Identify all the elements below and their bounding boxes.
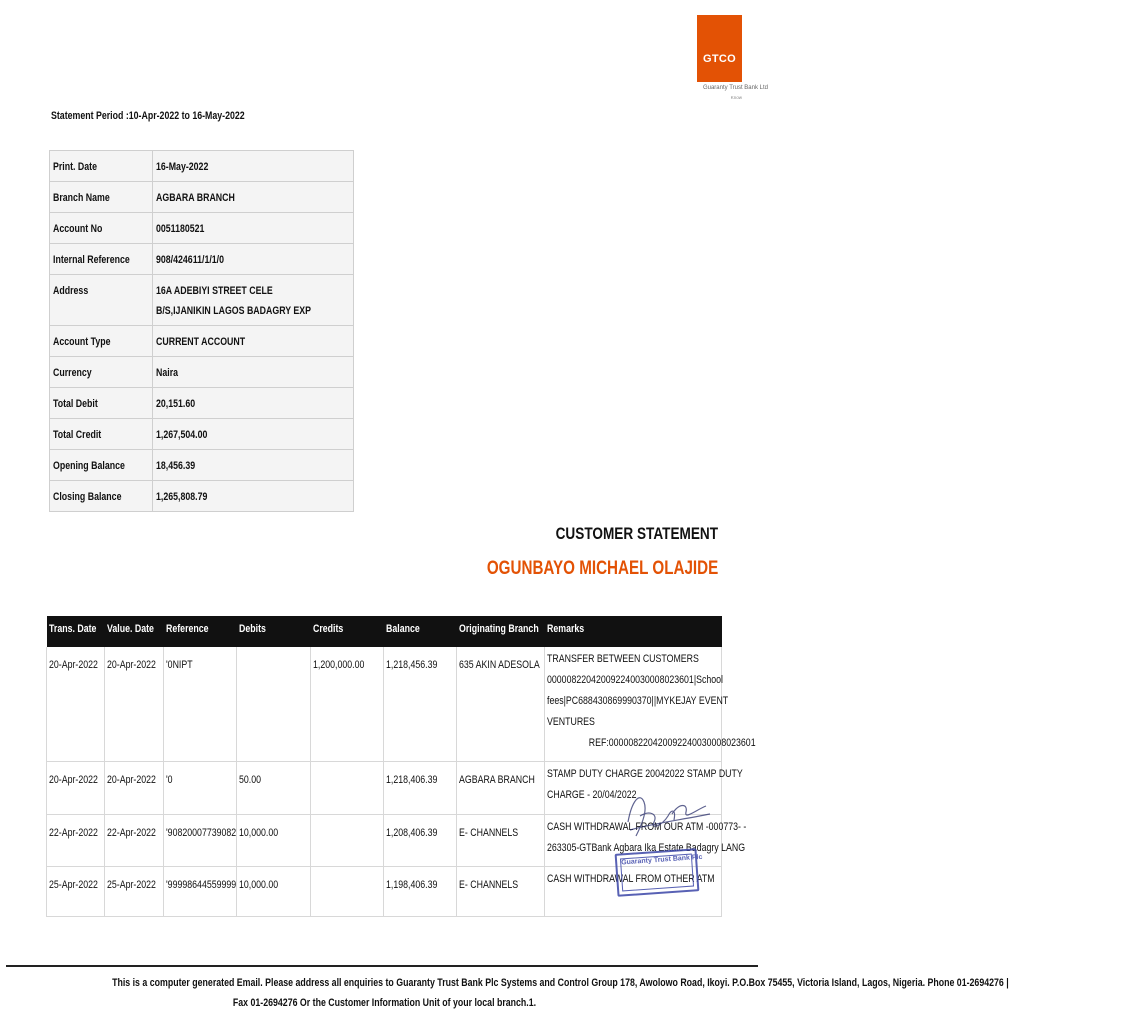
column-header: Debits bbox=[237, 616, 311, 647]
cell-credit bbox=[311, 866, 384, 916]
cell-debit: 50.00 bbox=[237, 761, 311, 814]
footer bbox=[0, 973, 1009, 1013]
cell-value-date: 20-Apr-2022 bbox=[105, 761, 164, 814]
cell-balance: 1,208,406.39 bbox=[384, 814, 457, 866]
info-value: 16A ADEBIYI STREET CELE B/S,IJANIKIN LAGOS BADAGRY EXP bbox=[152, 275, 353, 326]
cell-reference: '0 bbox=[164, 761, 237, 814]
info-row bbox=[50, 151, 354, 182]
info-label: Currency bbox=[50, 357, 153, 388]
cell-debit bbox=[237, 647, 311, 761]
logo-subtitle: Guaranty Trust Bank Ltd bbox=[702, 85, 768, 91]
info-value: 20,151.60 bbox=[152, 388, 353, 419]
info-label: Opening Balance bbox=[50, 450, 153, 481]
info-value: 0051180521 bbox=[152, 213, 353, 244]
info-row bbox=[50, 326, 354, 357]
cell-debit: 10,000.00 bbox=[237, 866, 311, 916]
info-label: Branch Name bbox=[50, 182, 153, 213]
cell-remarks: STAMP DUTY CHARGE 20042022 STAMP DUTY CHARGE - 20/04/2022 bbox=[545, 761, 722, 814]
cell-reference: '90820007739082 bbox=[164, 814, 237, 866]
statement-period: Statement Period :10-Apr-2022 to 16-May-2022 bbox=[51, 110, 245, 122]
cell-value-date: 25-Apr-2022 bbox=[105, 866, 164, 916]
column-header: Reference bbox=[164, 616, 237, 647]
cell-reference: '0NIPT bbox=[164, 647, 237, 761]
info-label: Total Credit bbox=[50, 419, 153, 450]
transaction-row bbox=[47, 647, 722, 761]
info-value: 18,456.39 bbox=[152, 450, 353, 481]
info-value: Naira bbox=[152, 357, 353, 388]
info-label: Total Debit bbox=[50, 388, 153, 419]
info-row bbox=[50, 481, 354, 512]
gtco-logo bbox=[697, 15, 742, 82]
info-row bbox=[50, 182, 354, 213]
info-label: Closing Balance bbox=[50, 481, 153, 512]
cell-trans-date: 22-Apr-2022 bbox=[47, 814, 105, 866]
column-header: Trans. Date bbox=[47, 616, 105, 647]
cell-remarks: CASH WITHDRAWAL FROM OTHER ATM bbox=[545, 866, 722, 916]
info-label: Account Type bbox=[50, 326, 153, 357]
info-value: 1,267,504.00 bbox=[152, 419, 353, 450]
cell-balance: 1,218,406.39 bbox=[384, 761, 457, 814]
cell-balance: 1,198,406.39 bbox=[384, 866, 457, 916]
cell-branch: 635 AKIN ADESOLA bbox=[457, 647, 545, 761]
info-value: CURRENT ACCOUNT bbox=[152, 326, 353, 357]
info-row bbox=[50, 244, 354, 275]
cell-trans-date: 20-Apr-2022 bbox=[47, 647, 105, 761]
logo-subtitle-2: Know bbox=[730, 95, 742, 100]
cell-debit: 10,000.00 bbox=[237, 814, 311, 866]
info-row bbox=[50, 275, 354, 326]
signature-mark bbox=[610, 780, 720, 850]
info-label: Print. Date bbox=[50, 151, 153, 182]
transactions-header-row bbox=[47, 616, 722, 647]
info-row bbox=[50, 388, 354, 419]
footer-line-2: Fax 01-2694276 Or the Customer Information Unit of your local branch.1. bbox=[232, 997, 536, 1009]
info-label: Account No bbox=[50, 213, 153, 244]
account-info-table bbox=[49, 150, 354, 512]
info-row bbox=[50, 357, 354, 388]
column-header: Remarks bbox=[545, 616, 722, 647]
info-row bbox=[50, 450, 354, 481]
customer-name: OGUNBAYO MICHAEL OLAJIDE bbox=[486, 558, 718, 579]
cell-value-date: 22-Apr-2022 bbox=[105, 814, 164, 866]
cell-remarks: CASH WITHDRAWAL FROM OUR ATM -000773- - 263305-GTBank Agbara Ika Estate Badagry LANG bbox=[545, 814, 722, 866]
info-label: Internal Reference bbox=[50, 244, 153, 275]
cell-trans-date: 25-Apr-2022 bbox=[47, 866, 105, 916]
footer-line-1: This is a computer generated Email. Please address all enquiries to Guaranty Trust Bank Plc Systems and Control Group 178, Awolowo Road, Ikoyi. P.O.Box 75455, Victoria Island, Lagos, Nigeria. Phone 01-2694276 | bbox=[112, 977, 1009, 989]
cell-branch: AGBARA BRANCH bbox=[457, 761, 545, 814]
info-value: 1,265,808.79 bbox=[152, 481, 353, 512]
customer-statement-title: CUSTOMER STATEMENT bbox=[555, 524, 718, 543]
info-row bbox=[50, 419, 354, 450]
cell-remarks: TRANSFER BETWEEN CUSTOMERS 000008220420092240030008023601|School fees|PC688430869990370||MYKEJAY EVENT VENTURES REF:000008220420092240030008023601 bbox=[545, 647, 722, 761]
cell-credit: 1,200,000.00 bbox=[311, 647, 384, 761]
cell-reference: '99998644559999 bbox=[164, 866, 237, 916]
info-value: 16-May-2022 bbox=[152, 151, 353, 182]
cell-balance: 1,218,456.39 bbox=[384, 647, 457, 761]
cell-value-date: 20-Apr-2022 bbox=[105, 647, 164, 761]
column-header: Value. Date bbox=[105, 616, 164, 647]
info-row bbox=[50, 213, 354, 244]
cell-branch: E- CHANNELS bbox=[457, 866, 545, 916]
info-value: 908/424611/1/1/0 bbox=[152, 244, 353, 275]
info-value: AGBARA BRANCH bbox=[152, 182, 353, 213]
bank-stamp bbox=[615, 848, 703, 897]
stamp-text: Guaranty Trust Bank Plc bbox=[621, 853, 703, 867]
cell-credit bbox=[311, 814, 384, 866]
footer-divider bbox=[6, 965, 758, 967]
logo-brand: GTCO bbox=[703, 53, 736, 65]
column-header: Originating Branch bbox=[457, 616, 545, 647]
column-header: Credits bbox=[311, 616, 384, 647]
cell-branch: E- CHANNELS bbox=[457, 814, 545, 866]
cell-credit bbox=[311, 761, 384, 814]
info-label: Address bbox=[50, 275, 153, 326]
cell-trans-date: 20-Apr-2022 bbox=[47, 761, 105, 814]
column-header: Balance bbox=[384, 616, 457, 647]
